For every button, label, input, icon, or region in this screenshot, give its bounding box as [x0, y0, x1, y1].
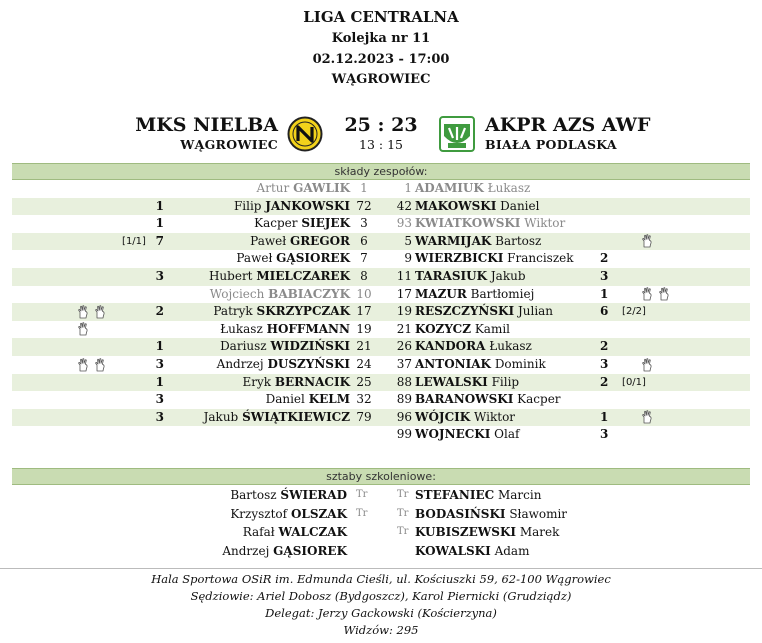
hand-icon	[93, 358, 107, 372]
squads-section-header: składy zespołów:	[12, 163, 750, 180]
away-player-first-name: Kacper	[517, 392, 561, 407]
away-staff-first-name: Marek	[519, 525, 560, 539]
home-player-name[interactable]	[204, 409, 350, 427]
home-player-first-name: Paweł	[250, 233, 287, 248]
home-player-name[interactable]	[210, 286, 350, 304]
away-suspensions: [0/1]	[622, 376, 646, 388]
home-player-first-name: Kacper	[254, 216, 298, 231]
squad-row	[12, 426, 750, 444]
home-goals: 3	[155, 357, 164, 371]
squad-row	[12, 180, 750, 198]
away-shirt-number: 1	[404, 181, 412, 195]
home-staff-role: Tr	[356, 489, 368, 500]
squad-row	[12, 303, 750, 321]
away-player-first-name: Julian	[517, 304, 554, 319]
home-cards	[76, 356, 116, 374]
away-staff-first-name: Sławomir	[509, 506, 568, 521]
home-player-name[interactable]	[236, 250, 350, 268]
spectators-info: Widzów: 295	[343, 623, 419, 637]
away-player-first-name: Olaf	[494, 427, 520, 442]
home-staff-first-name: Krzysztof	[230, 506, 288, 521]
away-staff-first-name: Adam	[494, 543, 530, 558]
squad-row	[12, 268, 750, 286]
away-player-name[interactable]	[415, 215, 565, 233]
league-title: LIGA CENTRALNA	[303, 8, 459, 26]
away-player-name[interactable]	[415, 286, 534, 304]
away-player-first-name: Łukasz	[489, 339, 532, 354]
away-player-first-name: Daniel	[500, 198, 540, 213]
home-staff-name[interactable]	[243, 523, 347, 541]
away-player-name[interactable]	[415, 374, 519, 392]
home-goals: 2	[155, 304, 164, 319]
away-player-last-name: LEWALSKI	[415, 374, 488, 389]
away-shirt-number: 26	[396, 339, 412, 354]
footer-divider	[0, 568, 762, 569]
away-staff-first-name: Marcin	[497, 488, 542, 502]
round-label: Kolejka nr 11	[331, 31, 431, 46]
home-player-last-name: BABIACZYK	[268, 286, 350, 301]
home-shirt-number: 7	[360, 251, 368, 266]
venue-city: WĄGROWIEC	[331, 72, 431, 87]
home-staff-name[interactable]	[222, 542, 347, 560]
away-team-name[interactable]: AKPR AZS AWF	[485, 114, 651, 136]
away-shirt-number: 93	[396, 216, 412, 231]
home-player-name[interactable]	[257, 180, 350, 198]
home-shirt-number: 1	[360, 181, 368, 195]
hand-icon	[640, 358, 654, 372]
away-player-first-name: Franciszek	[507, 251, 574, 266]
away-goals: 2	[600, 374, 609, 389]
away-staff-name[interactable]	[415, 486, 541, 504]
away-staff-last-name: BODASIŃSKI	[415, 506, 506, 521]
home-staff-role: Tr	[356, 507, 368, 519]
squad-row	[12, 391, 750, 409]
home-staff-first-name: Rafał	[242, 525, 275, 539]
away-shirt-number: 99	[396, 427, 412, 442]
home-player-last-name: GĄSIOREK	[276, 251, 350, 266]
home-goals: 7	[155, 233, 164, 248]
squad-row	[12, 321, 750, 339]
home-goals: 1	[155, 216, 164, 231]
away-shirt-number: 21	[396, 321, 412, 336]
home-player-first-name: Paweł	[236, 251, 273, 266]
away-staff-role: Tr	[397, 489, 409, 500]
away-player-last-name: ADAMIUK	[415, 181, 484, 195]
home-goals: 1	[155, 198, 164, 213]
away-player-last-name: WARMIJAK	[415, 233, 492, 248]
home-cards	[76, 321, 116, 339]
home-player-first-name: Filip	[233, 198, 262, 213]
home-goals: 3	[155, 269, 164, 283]
home-staff-last-name: OLSZAK	[290, 506, 347, 521]
staff-row	[12, 523, 750, 541]
away-goals: 2	[600, 251, 609, 266]
away-player-name[interactable]	[415, 198, 539, 216]
home-player-first-name: Daniel	[265, 392, 305, 407]
home-player-first-name: Wojciech	[209, 286, 265, 301]
away-player-first-name: Filip	[491, 374, 520, 389]
home-goals: 3	[155, 392, 164, 407]
home-shirt-number: 10	[356, 286, 372, 301]
home-shirt-number: 21	[356, 339, 372, 354]
home-player-name[interactable]	[242, 374, 350, 392]
away-staff-last-name: KOWALSKI	[415, 543, 491, 558]
away-player-last-name: ANTONIAK	[415, 357, 491, 371]
hand-icon	[640, 410, 654, 424]
away-player-last-name: WOJNECKI	[415, 427, 491, 442]
away-player-last-name: KOZYCZ	[415, 321, 471, 336]
home-shirt-number: 79	[356, 409, 372, 424]
final-score: 25 : 23	[344, 114, 418, 136]
nielba-logo-icon	[287, 116, 323, 152]
away-player-first-name: Bartosz	[495, 233, 542, 248]
away-player-last-name: KANDORA	[415, 339, 486, 354]
away-cards	[640, 233, 690, 251]
home-player-last-name: KELM	[308, 392, 350, 407]
home-shirt-number: 72	[356, 198, 372, 213]
home-player-name[interactable]	[209, 268, 350, 286]
home-team-city: WĄGROWIEC	[180, 137, 278, 152]
staff-row	[12, 505, 750, 523]
referees-info: Sędziowie: Ariel Dobosz (Bydgoszcz), Karol Piernicki (Grudziądz)	[190, 589, 572, 603]
away-cards	[640, 286, 690, 304]
away-player-first-name: Dominik	[494, 357, 546, 371]
away-cards	[640, 409, 690, 427]
home-player-name[interactable]	[217, 356, 350, 374]
halftime-score: 13 : 15	[359, 137, 403, 152]
away-player-name[interactable]	[415, 391, 561, 409]
away-cards	[640, 356, 690, 374]
home-shirt-number: 3	[360, 216, 368, 231]
away-player-first-name: Jakub	[490, 269, 526, 283]
home-shirt-number: 19	[356, 321, 372, 336]
away-player-first-name: Wiktor	[474, 409, 516, 424]
away-shirt-number: 88	[396, 374, 412, 389]
away-staff-last-name: STEFANIEC	[415, 488, 495, 502]
squad-row	[12, 374, 750, 392]
away-staff-role: Tr	[397, 526, 409, 537]
home-player-first-name: Artur	[256, 181, 290, 195]
squad-row	[12, 233, 750, 251]
hand-icon	[640, 234, 654, 248]
away-player-first-name: Wiktor	[524, 216, 566, 231]
hand-icon	[76, 358, 90, 372]
away-shirt-number: 17	[396, 286, 412, 301]
squad-row	[12, 409, 750, 427]
home-shirt-number: 17	[356, 304, 372, 319]
away-player-first-name: Bartłomiej	[470, 286, 535, 301]
away-shirt-number: 5	[404, 233, 412, 248]
delegate-info: Delegat: Jerzy Gackowski (Kościerzyna)	[265, 606, 497, 620]
hand-icon	[76, 305, 90, 319]
home-player-last-name: MIELCZAREK	[256, 269, 350, 283]
squad-row	[12, 250, 750, 268]
away-player-last-name: KWIATKOWSKI	[415, 216, 521, 231]
home-player-name[interactable]	[220, 338, 350, 356]
azs-awf-logo-icon	[439, 116, 475, 152]
squad-row	[12, 198, 750, 216]
away-player-first-name: Kamil	[474, 321, 511, 336]
away-staff-name[interactable]	[415, 542, 529, 560]
home-player-first-name: Łukasz	[220, 321, 263, 336]
home-staff-last-name: GĄSIOREK	[273, 543, 347, 558]
away-player-name[interactable]	[415, 268, 526, 286]
squad-row	[12, 356, 750, 374]
away-goals: 1	[600, 409, 609, 424]
home-player-last-name: BERNACIK	[274, 374, 350, 389]
home-shirt-number: 24	[356, 357, 372, 371]
home-player-last-name: DUSZYŃSKI	[267, 357, 350, 371]
home-player-name[interactable]	[254, 215, 350, 233]
away-staff-name[interactable]	[415, 523, 559, 541]
away-player-name[interactable]	[415, 356, 546, 374]
away-player-last-name: TARASIUK	[415, 269, 488, 283]
away-shirt-number: 89	[396, 392, 412, 407]
home-staff-name[interactable]	[230, 486, 347, 504]
away-player-name[interactable]	[415, 233, 541, 251]
away-shirt-number: 42	[396, 198, 412, 213]
match-datetime: 02.12.2023 - 17:00	[312, 52, 450, 67]
home-player-last-name: SKRZYPCZAK	[256, 304, 350, 319]
away-goals: 3	[600, 269, 609, 283]
away-player-name[interactable]	[415, 180, 530, 198]
away-staff-name[interactable]	[415, 505, 567, 523]
hand-icon	[93, 305, 107, 319]
away-staff-role: Tr	[397, 507, 409, 519]
away-shirt-number: 9	[404, 251, 412, 266]
staff-section-header: sztaby szkoleniowe:	[12, 468, 750, 485]
home-player-name[interactable]	[250, 233, 350, 251]
home-goals: 1	[155, 339, 164, 354]
home-player-last-name: WIDZIŃSKI	[270, 339, 350, 354]
away-player-last-name: WÓJCIK	[415, 409, 471, 424]
hand-icon	[640, 287, 654, 301]
venue-info: Hala Sportowa OSiR im. Edmunda Cieśli, ul. Kościuszki 59, 62-100 Wągrowiec	[151, 572, 611, 586]
away-shirt-number: 11	[396, 269, 412, 283]
home-player-first-name: Andrzej	[216, 357, 264, 371]
away-player-last-name: BARANOWSKI	[415, 392, 514, 407]
home-goals: 3	[155, 409, 164, 424]
home-player-name[interactable]	[234, 198, 350, 216]
home-team-name[interactable]: MKS NIELBA	[135, 114, 278, 136]
home-shirt-number: 6	[360, 233, 368, 248]
home-staff-first-name: Andrzej	[222, 543, 270, 558]
away-goals: 2	[600, 339, 609, 354]
away-goals: 3	[600, 427, 609, 442]
home-goals: 1	[155, 374, 164, 389]
away-player-last-name: MAKOWSKI	[415, 198, 497, 213]
home-suspensions: [1/1]	[122, 235, 146, 247]
home-staff-last-name: WALCZAK	[278, 525, 347, 539]
home-player-last-name: GREGOR	[289, 233, 350, 248]
away-suspensions: [2/2]	[622, 306, 646, 318]
home-staff-name[interactable]	[230, 505, 347, 523]
squad-row	[12, 338, 750, 356]
away-shirt-number: 96	[396, 409, 412, 424]
away-shirt-number: 19	[396, 304, 412, 319]
home-player-name[interactable]	[220, 321, 350, 339]
staff-row	[12, 486, 750, 504]
home-shirt-number: 8	[360, 269, 368, 283]
away-player-name[interactable]	[415, 250, 574, 268]
home-player-first-name: Dariusz	[220, 339, 267, 354]
away-player-name[interactable]	[415, 426, 519, 444]
home-player-first-name: Hubert	[208, 269, 253, 283]
home-shirt-number: 32	[356, 392, 372, 407]
away-goals: 1	[600, 286, 609, 301]
home-player-name[interactable]	[266, 391, 350, 409]
squad-row	[12, 286, 750, 304]
away-shirt-number: 37	[396, 357, 412, 371]
away-team-city: BIAŁA PODLASKA	[485, 137, 617, 152]
away-player-name[interactable]	[415, 338, 532, 356]
staff-row	[12, 542, 750, 560]
away-staff-last-name: KUBISZEWSKI	[415, 525, 516, 539]
home-player-last-name: HOFFMANN	[266, 321, 350, 336]
away-player-name[interactable]	[415, 409, 515, 427]
home-player-first-name: Eryk	[242, 374, 272, 389]
home-player-last-name: SIEJEK	[301, 216, 350, 231]
away-player-first-name: Łukasz	[487, 181, 531, 195]
home-shirt-number: 25	[356, 374, 372, 389]
hand-icon	[657, 287, 671, 301]
home-player-first-name: Patryk	[213, 304, 253, 319]
home-player-first-name: Jakub	[203, 409, 239, 424]
away-player-last-name: MAZUR	[415, 286, 467, 301]
home-player-last-name: JANKOWSKI	[265, 198, 350, 213]
home-player-last-name: GAWLIK	[293, 181, 350, 195]
away-player-name[interactable]	[415, 303, 553, 321]
away-player-name[interactable]	[415, 321, 510, 339]
squad-row	[12, 215, 750, 233]
away-player-last-name: RESZCZYŃSKI	[415, 304, 515, 319]
hand-icon	[76, 322, 90, 336]
away-goals: 3	[600, 357, 609, 371]
home-staff-first-name: Bartosz	[230, 488, 277, 502]
home-staff-last-name: ŚWIERAD	[280, 488, 347, 502]
home-player-last-name: ŚWIĄTKIEWICZ	[242, 409, 350, 424]
home-player-name[interactable]	[213, 303, 350, 321]
away-player-last-name: WIERZBICKI	[415, 251, 504, 266]
home-cards	[76, 303, 116, 321]
away-goals: 6	[600, 304, 609, 319]
